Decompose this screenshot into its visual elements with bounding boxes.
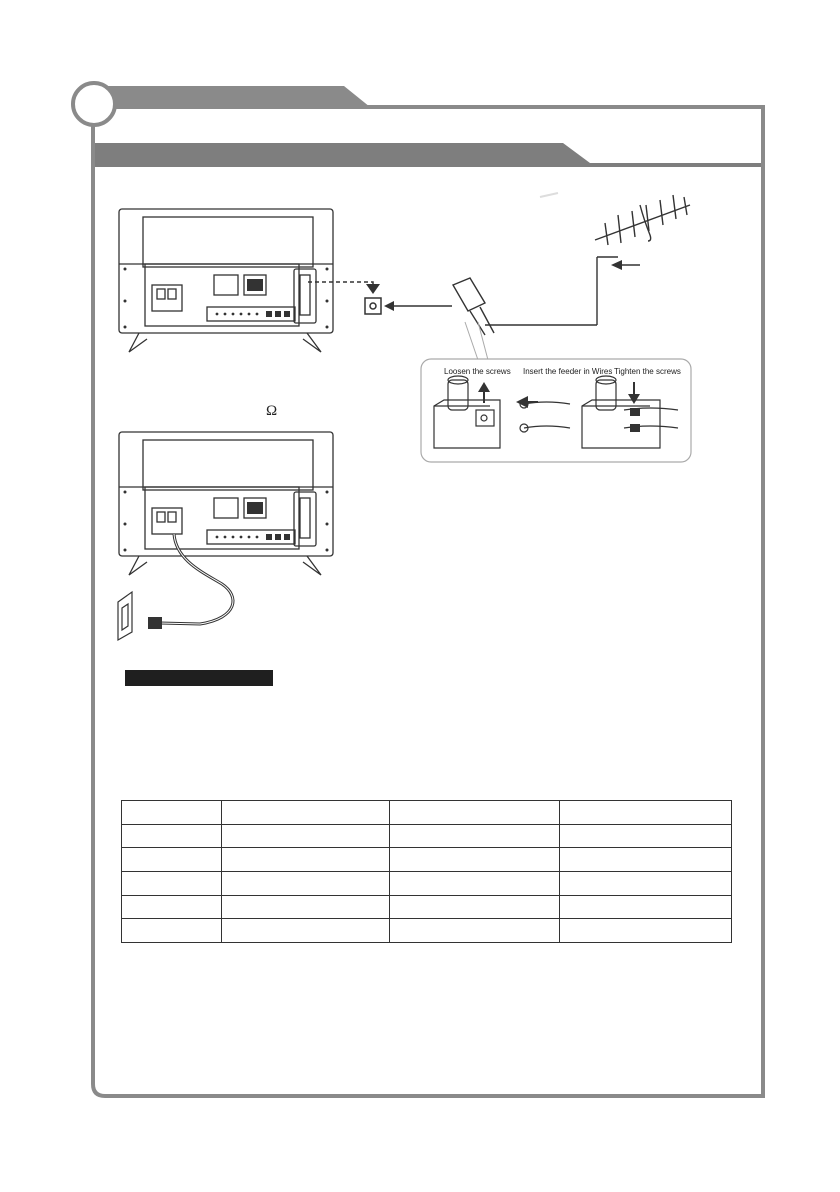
table-row — [122, 919, 732, 943]
table-row — [122, 895, 732, 919]
power-cord — [110, 520, 250, 650]
table-cell — [389, 871, 560, 895]
antenna-socket-icon — [365, 298, 381, 314]
table-cell — [389, 801, 560, 825]
table-cell — [560, 919, 732, 943]
table-cell — [560, 895, 732, 919]
table-cell — [560, 801, 732, 825]
arrow-left-icon — [384, 301, 394, 311]
table-cell — [221, 801, 389, 825]
power-plug-icon — [148, 617, 162, 629]
table-cell — [221, 848, 389, 872]
table-cell — [122, 848, 222, 872]
impedance-symbol: Ω — [266, 403, 278, 419]
table-cell — [221, 919, 389, 943]
table-cell — [122, 895, 222, 919]
table-row — [122, 824, 732, 848]
table-cell — [389, 848, 560, 872]
power-outlet-icon — [118, 592, 132, 640]
table-cell — [560, 824, 732, 848]
table-cell — [221, 895, 389, 919]
table-row — [122, 801, 732, 825]
table-cell — [389, 895, 560, 919]
table-cell — [560, 871, 732, 895]
table-cell — [221, 824, 389, 848]
table-row — [122, 871, 732, 895]
section-heading-bar — [125, 670, 273, 686]
table-cell — [560, 848, 732, 872]
table-row — [122, 848, 732, 872]
table-cell — [389, 824, 560, 848]
arrow-down-icon — [366, 284, 380, 294]
table-cell — [122, 871, 222, 895]
table-cell — [122, 919, 222, 943]
table-cell — [122, 801, 222, 825]
table-cell — [221, 871, 389, 895]
insert-feeder-label: Insert the feeder in Wires — [523, 367, 613, 376]
table-cell — [389, 919, 560, 943]
section-subheader-bar — [95, 143, 761, 167]
loosen-screws-label: Loosen the screws — [444, 367, 511, 376]
header-tab — [93, 86, 370, 107]
tighten-screws-label: Tighten the screws — [614, 367, 681, 376]
table-cell — [122, 824, 222, 848]
spec-table — [121, 800, 732, 943]
section-badge-icon — [73, 83, 115, 125]
arrow-left-icon — [611, 260, 622, 270]
